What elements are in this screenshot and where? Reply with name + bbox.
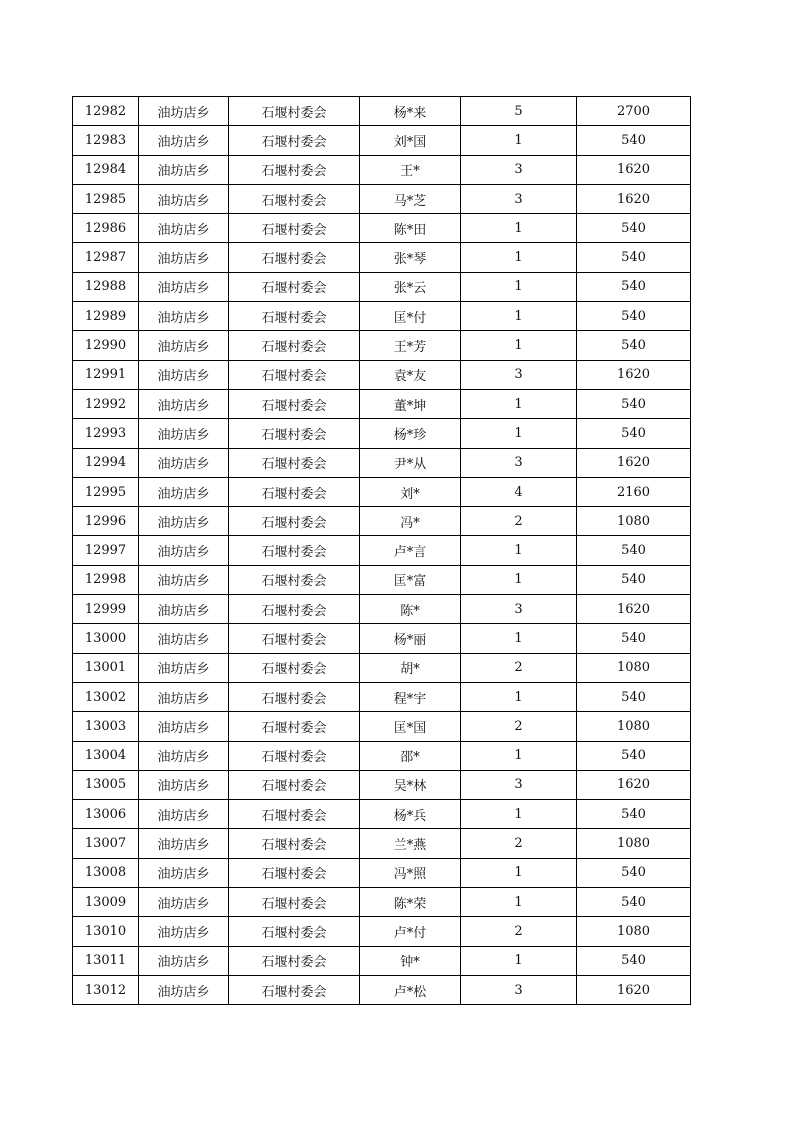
- cell-village: 石堰村委会: [229, 389, 360, 418]
- cell-id: 13009: [73, 888, 139, 917]
- cell-count: 3: [461, 770, 577, 799]
- cell-count: 2: [461, 712, 577, 741]
- cell-count: 1: [461, 858, 577, 887]
- cell-amount: 540: [577, 946, 691, 975]
- cell-village: 石堰村委会: [229, 624, 360, 653]
- table-row: [73, 477, 691, 506]
- cell-name: 袁*友: [360, 360, 461, 389]
- cell-id: 12988: [73, 272, 139, 301]
- cell-name: 兰*燕: [360, 829, 461, 858]
- cell-count: 4: [461, 477, 577, 506]
- cell-village: 石堰村委会: [229, 126, 360, 155]
- cell-id: 12999: [73, 595, 139, 624]
- cell-id: 13005: [73, 770, 139, 799]
- cell-amount: 540: [577, 800, 691, 829]
- cell-id: 12983: [73, 126, 139, 155]
- cell-count: 1: [461, 302, 577, 331]
- cell-village: 石堰村委会: [229, 331, 360, 360]
- cell-name: 王*芳: [360, 331, 461, 360]
- table-row: [73, 800, 691, 829]
- cell-count: 1: [461, 800, 577, 829]
- cell-township: 油坊店乡: [139, 389, 229, 418]
- cell-village: 石堰村委会: [229, 477, 360, 506]
- cell-name: 匡*富: [360, 565, 461, 594]
- cell-township: 油坊店乡: [139, 800, 229, 829]
- cell-township: 油坊店乡: [139, 770, 229, 799]
- cell-village: 石堰村委会: [229, 507, 360, 536]
- cell-id: 12995: [73, 477, 139, 506]
- cell-amount: 540: [577, 624, 691, 653]
- cell-name: 卢*付: [360, 917, 461, 946]
- cell-village: 石堰村委会: [229, 829, 360, 858]
- cell-village: 石堰村委会: [229, 302, 360, 331]
- cell-township: 油坊店乡: [139, 184, 229, 213]
- cell-count: 2: [461, 829, 577, 858]
- cell-village: 石堰村委会: [229, 888, 360, 917]
- cell-id: 13012: [73, 975, 139, 1004]
- cell-id: 12987: [73, 243, 139, 272]
- table-row: [73, 536, 691, 565]
- cell-amount: 1620: [577, 770, 691, 799]
- cell-id: 13004: [73, 741, 139, 770]
- table-row: [73, 682, 691, 711]
- cell-township: 油坊店乡: [139, 477, 229, 506]
- cell-township: 油坊店乡: [139, 888, 229, 917]
- cell-name: 杨*珍: [360, 419, 461, 448]
- cell-village: 石堰村委会: [229, 536, 360, 565]
- cell-count: 1: [461, 272, 577, 301]
- cell-id: 12992: [73, 389, 139, 418]
- cell-name: 杨*兵: [360, 800, 461, 829]
- cell-amount: 540: [577, 243, 691, 272]
- cell-amount: 540: [577, 888, 691, 917]
- table-row: [73, 946, 691, 975]
- cell-count: 1: [461, 214, 577, 243]
- cell-amount: 1620: [577, 155, 691, 184]
- cell-village: 石堰村委会: [229, 946, 360, 975]
- cell-count: 3: [461, 448, 577, 477]
- cell-count: 2: [461, 653, 577, 682]
- cell-count: 2: [461, 917, 577, 946]
- cell-id: 13007: [73, 829, 139, 858]
- table-row: [73, 507, 691, 536]
- cell-amount: 1620: [577, 975, 691, 1004]
- cell-count: 3: [461, 155, 577, 184]
- cell-count: 1: [461, 331, 577, 360]
- cell-village: 石堰村委会: [229, 419, 360, 448]
- cell-township: 油坊店乡: [139, 302, 229, 331]
- cell-amount: 1080: [577, 653, 691, 682]
- cell-township: 油坊店乡: [139, 946, 229, 975]
- cell-village: 石堰村委会: [229, 917, 360, 946]
- cell-amount: 1620: [577, 448, 691, 477]
- cell-id: 12984: [73, 155, 139, 184]
- cell-id: 13010: [73, 917, 139, 946]
- cell-id: 12985: [73, 184, 139, 213]
- cell-id: 13008: [73, 858, 139, 887]
- cell-id: 12986: [73, 214, 139, 243]
- cell-amount: 540: [577, 389, 691, 418]
- cell-id: 13011: [73, 946, 139, 975]
- cell-township: 油坊店乡: [139, 829, 229, 858]
- cell-name: 冯*: [360, 507, 461, 536]
- cell-amount: 540: [577, 682, 691, 711]
- cell-village: 石堰村委会: [229, 800, 360, 829]
- cell-village: 石堰村委会: [229, 272, 360, 301]
- cell-name: 杨*丽: [360, 624, 461, 653]
- cell-township: 油坊店乡: [139, 331, 229, 360]
- cell-name: 程*宇: [360, 682, 461, 711]
- cell-id: 13001: [73, 653, 139, 682]
- table-row: [73, 389, 691, 418]
- table-row: [73, 624, 691, 653]
- cell-amount: 540: [577, 419, 691, 448]
- cell-amount: 540: [577, 536, 691, 565]
- cell-name: 尹*从: [360, 448, 461, 477]
- table-row: [73, 155, 691, 184]
- cell-name: 马*芝: [360, 184, 461, 213]
- cell-name: 张*云: [360, 272, 461, 301]
- cell-amount: 540: [577, 741, 691, 770]
- cell-amount: 540: [577, 565, 691, 594]
- cell-id: 13006: [73, 800, 139, 829]
- cell-id: 12994: [73, 448, 139, 477]
- cell-village: 石堰村委会: [229, 97, 360, 126]
- cell-township: 油坊店乡: [139, 126, 229, 155]
- cell-township: 油坊店乡: [139, 917, 229, 946]
- table-row: [73, 360, 691, 389]
- cell-count: 2: [461, 507, 577, 536]
- cell-name: 钟*: [360, 946, 461, 975]
- cell-count: 1: [461, 419, 577, 448]
- cell-village: 石堰村委会: [229, 770, 360, 799]
- cell-name: 匡*付: [360, 302, 461, 331]
- cell-township: 油坊店乡: [139, 858, 229, 887]
- table-row: [73, 829, 691, 858]
- cell-amount: 540: [577, 858, 691, 887]
- cell-id: 12982: [73, 97, 139, 126]
- cell-count: 1: [461, 888, 577, 917]
- cell-count: 1: [461, 946, 577, 975]
- cell-township: 油坊店乡: [139, 741, 229, 770]
- cell-amount: 540: [577, 331, 691, 360]
- cell-village: 石堰村委会: [229, 448, 360, 477]
- cell-amount: 540: [577, 214, 691, 243]
- cell-township: 油坊店乡: [139, 682, 229, 711]
- cell-village: 石堰村委会: [229, 741, 360, 770]
- cell-name: 匡*国: [360, 712, 461, 741]
- cell-amount: 2160: [577, 477, 691, 506]
- cell-name: 刘*国: [360, 126, 461, 155]
- cell-amount: 1080: [577, 507, 691, 536]
- cell-id: 12991: [73, 360, 139, 389]
- table-row: [73, 448, 691, 477]
- cell-id: 12990: [73, 331, 139, 360]
- cell-count: 1: [461, 565, 577, 594]
- cell-amount: 1080: [577, 712, 691, 741]
- cell-name: 邵*: [360, 741, 461, 770]
- cell-amount: 1080: [577, 917, 691, 946]
- cell-village: 石堰村委会: [229, 595, 360, 624]
- cell-township: 油坊店乡: [139, 595, 229, 624]
- data-table: [72, 96, 691, 1005]
- table-row: [73, 331, 691, 360]
- cell-count: 3: [461, 184, 577, 213]
- cell-count: 3: [461, 595, 577, 624]
- table-row: [73, 272, 691, 301]
- cell-count: 1: [461, 682, 577, 711]
- table-row: [73, 858, 691, 887]
- cell-name: 陈*田: [360, 214, 461, 243]
- cell-township: 油坊店乡: [139, 360, 229, 389]
- cell-village: 石堰村委会: [229, 858, 360, 887]
- cell-id: 13000: [73, 624, 139, 653]
- table-row: [73, 917, 691, 946]
- cell-village: 石堰村委会: [229, 653, 360, 682]
- cell-amount: 1620: [577, 360, 691, 389]
- table-row: [73, 184, 691, 213]
- table-row: [73, 975, 691, 1004]
- cell-name: 王*: [360, 155, 461, 184]
- table-row: [73, 419, 691, 448]
- table-row: [73, 565, 691, 594]
- cell-township: 油坊店乡: [139, 448, 229, 477]
- table-row: [73, 302, 691, 331]
- cell-name: 张*琴: [360, 243, 461, 272]
- cell-township: 油坊店乡: [139, 419, 229, 448]
- cell-id: 12996: [73, 507, 139, 536]
- table-row: [73, 741, 691, 770]
- cell-count: 1: [461, 389, 577, 418]
- cell-count: 1: [461, 536, 577, 565]
- cell-name: 冯*照: [360, 858, 461, 887]
- table-row: [73, 595, 691, 624]
- cell-village: 石堰村委会: [229, 712, 360, 741]
- cell-township: 油坊店乡: [139, 624, 229, 653]
- cell-village: 石堰村委会: [229, 155, 360, 184]
- cell-township: 油坊店乡: [139, 712, 229, 741]
- cell-township: 油坊店乡: [139, 97, 229, 126]
- table-row: [73, 653, 691, 682]
- cell-village: 石堰村委会: [229, 975, 360, 1004]
- cell-township: 油坊店乡: [139, 507, 229, 536]
- cell-count: 1: [461, 126, 577, 155]
- cell-village: 石堰村委会: [229, 243, 360, 272]
- cell-amount: 540: [577, 272, 691, 301]
- table-row: [73, 97, 691, 126]
- cell-village: 石堰村委会: [229, 214, 360, 243]
- cell-id: 13003: [73, 712, 139, 741]
- cell-village: 石堰村委会: [229, 565, 360, 594]
- cell-name: 卢*松: [360, 975, 461, 1004]
- table-row: [73, 770, 691, 799]
- cell-id: 12998: [73, 565, 139, 594]
- cell-township: 油坊店乡: [139, 243, 229, 272]
- cell-count: 3: [461, 975, 577, 1004]
- cell-count: 5: [461, 97, 577, 126]
- table-row: [73, 888, 691, 917]
- cell-amount: 1080: [577, 829, 691, 858]
- cell-name: 陈*荣: [360, 888, 461, 917]
- cell-name: 董*坤: [360, 389, 461, 418]
- cell-count: 3: [461, 360, 577, 389]
- cell-amount: 1620: [577, 184, 691, 213]
- table-row: [73, 712, 691, 741]
- cell-count: 1: [461, 741, 577, 770]
- cell-amount: 1620: [577, 595, 691, 624]
- cell-id: 13002: [73, 682, 139, 711]
- cell-township: 油坊店乡: [139, 272, 229, 301]
- table-row: [73, 126, 691, 155]
- cell-amount: 540: [577, 126, 691, 155]
- cell-count: 1: [461, 243, 577, 272]
- cell-village: 石堰村委会: [229, 360, 360, 389]
- cell-id: 12989: [73, 302, 139, 331]
- cell-township: 油坊店乡: [139, 536, 229, 565]
- cell-name: 卢*言: [360, 536, 461, 565]
- cell-name: 陈*: [360, 595, 461, 624]
- cell-name: 胡*: [360, 653, 461, 682]
- cell-village: 石堰村委会: [229, 184, 360, 213]
- cell-amount: 540: [577, 302, 691, 331]
- cell-name: 刘*: [360, 477, 461, 506]
- cell-township: 油坊店乡: [139, 214, 229, 243]
- cell-id: 12993: [73, 419, 139, 448]
- cell-village: 石堰村委会: [229, 682, 360, 711]
- cell-township: 油坊店乡: [139, 155, 229, 184]
- cell-name: 吴*林: [360, 770, 461, 799]
- cell-id: 12997: [73, 536, 139, 565]
- cell-name: 杨*来: [360, 97, 461, 126]
- table-body: [73, 97, 691, 1005]
- cell-count: 1: [461, 624, 577, 653]
- table-row: [73, 243, 691, 272]
- cell-township: 油坊店乡: [139, 975, 229, 1004]
- table-row: [73, 214, 691, 243]
- cell-amount: 2700: [577, 97, 691, 126]
- cell-township: 油坊店乡: [139, 653, 229, 682]
- cell-township: 油坊店乡: [139, 565, 229, 594]
